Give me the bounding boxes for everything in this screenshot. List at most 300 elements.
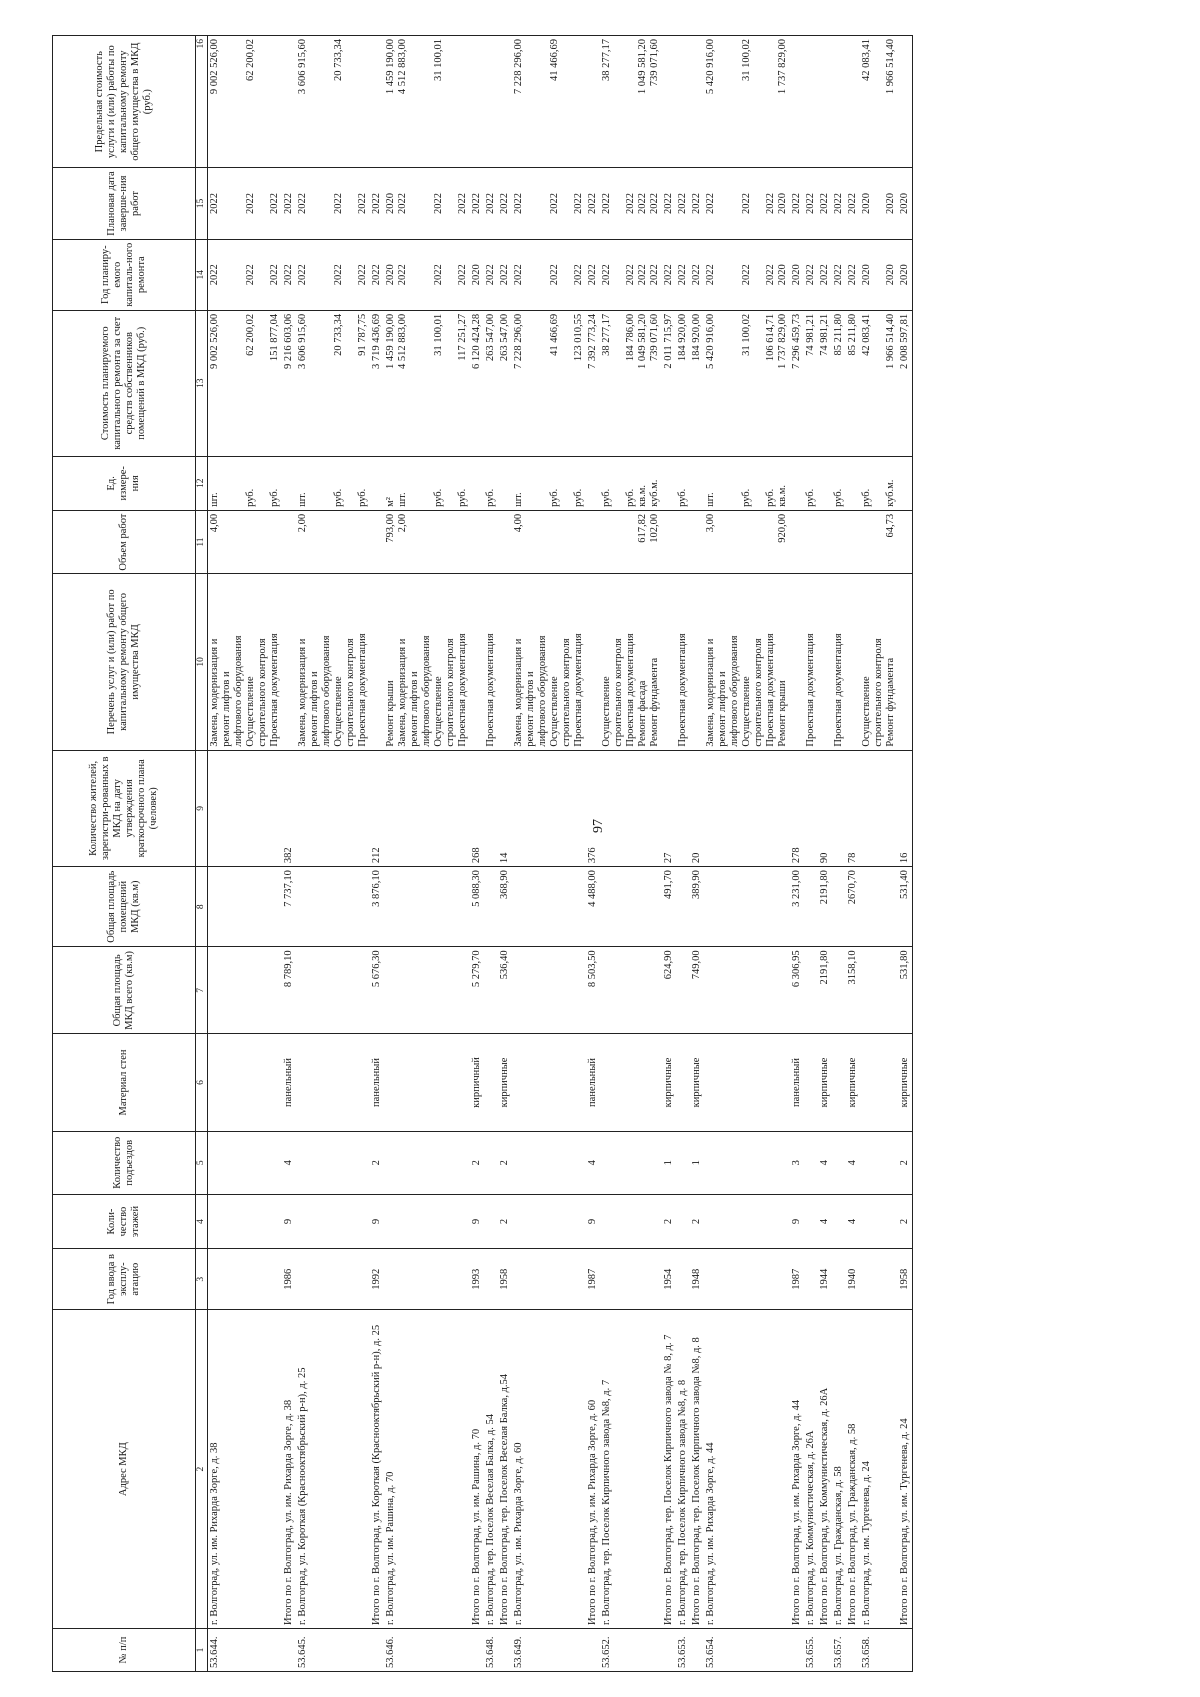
cell-col-4: 9 <box>790 1194 804 1248</box>
cell-col-8: 531,40 <box>898 867 913 947</box>
cell-col-10 <box>790 574 804 750</box>
column-header-9: Количество жителей, зарегистри-рованных в МКД на дату утверждения краткосрочного плана (человек) <box>53 750 196 866</box>
cell-col-5 <box>484 1131 498 1194</box>
table-row-total <box>790 36 804 1672</box>
cell-col-5 <box>384 1131 470 1194</box>
cell-col-6 <box>676 1034 690 1131</box>
cell-col-3 <box>860 1249 898 1310</box>
cell-col-3: 1958 <box>498 1249 512 1310</box>
cell-col-13: 184 920,00 <box>690 310 704 456</box>
cell-col-10 <box>846 574 860 750</box>
table-row-total <box>690 36 704 1672</box>
column-header-14: Год планиру-емого капиталь-ного ремонта <box>53 239 196 310</box>
cell-col-3 <box>676 1249 690 1310</box>
cell-col-12: шт. руб. руб. <box>512 456 586 510</box>
cell-col-1: 53.655. <box>804 1629 818 1672</box>
cell-col-7: 5 279,70 <box>470 947 484 1034</box>
table-row <box>384 36 470 1672</box>
cell-col-16 <box>498 36 512 168</box>
cell-col-9 <box>512 750 586 866</box>
cell-col-14: 2022 2022 2022 <box>512 239 586 310</box>
cell-col-13: 1 459 190,00 4 512 883,00 31 100,01 117 251,27 <box>384 310 470 456</box>
cell-col-7 <box>296 947 370 1034</box>
cell-col-10 <box>370 574 384 750</box>
cell-col-3: 1992 <box>370 1249 384 1310</box>
cell-col-12 <box>818 456 832 510</box>
cell-col-10 <box>818 574 832 750</box>
column-header-5: Количество подъездов <box>53 1131 196 1194</box>
cell-col-14: 2022 <box>804 239 818 310</box>
cell-col-11 <box>790 510 804 573</box>
cell-col-3 <box>384 1249 470 1310</box>
cell-col-4 <box>600 1194 662 1248</box>
cell-col-3 <box>296 1249 370 1310</box>
cell-col-14: 2022 2022 2022 <box>208 239 283 310</box>
cell-col-12: руб. <box>484 456 498 510</box>
column-header-15: Плановая дата заверше-ния работ <box>53 168 196 239</box>
cell-col-10 <box>898 574 913 750</box>
table-row-total <box>586 36 600 1672</box>
cell-col-8: 2191,80 <box>818 867 832 947</box>
cell-col-10 <box>690 574 704 750</box>
cell-col-15: 2022 <box>818 168 832 239</box>
cell-col-14: 2020 <box>790 239 804 310</box>
cell-col-7 <box>804 947 818 1034</box>
column-number-7: 7 <box>196 947 208 1034</box>
cell-col-1: 53.654. <box>704 1629 790 1672</box>
cell-col-8 <box>860 867 898 947</box>
cell-col-1: 53.658. <box>860 1629 898 1672</box>
cell-col-8: 3 876,10 <box>370 867 384 947</box>
cell-col-2: Итого по г. Волгоград, тер. Поселок Кирпичного завода № 8, д. 7 <box>662 1310 676 1629</box>
cell-col-3: 1940 <box>846 1249 860 1310</box>
cell-col-7 <box>704 947 790 1034</box>
cell-col-5: 4 <box>846 1131 860 1194</box>
cell-col-6 <box>384 1034 470 1131</box>
cell-col-13: 42 083,41 1 966 514,40 <box>860 310 898 456</box>
cell-col-15: 2022 2022 2022 <box>208 168 283 239</box>
cell-col-16 <box>370 36 384 168</box>
cell-col-1 <box>898 1629 913 1672</box>
cell-col-13: 74 981,21 <box>818 310 832 456</box>
cell-col-6 <box>512 1034 586 1131</box>
cell-col-13: 7 392 773,24 <box>586 310 600 456</box>
cell-col-1: 53.652. <box>600 1629 662 1672</box>
cell-col-12 <box>470 456 484 510</box>
cell-col-3: 1987 <box>586 1249 600 1310</box>
cell-col-6: кирпичные <box>662 1034 676 1131</box>
cell-col-1: 53.653. <box>676 1629 690 1672</box>
cell-col-12 <box>662 456 676 510</box>
table-row <box>296 36 370 1672</box>
cell-col-15: 2022 <box>804 168 818 239</box>
cell-col-2: Итого по г. Волгоград, ул. Коммунистическая, д. 26А <box>818 1310 832 1629</box>
cell-col-14: 2022 2022 2022 2022 <box>600 239 662 310</box>
cell-col-7 <box>860 947 898 1034</box>
cell-col-15: 2022 2022 2022 <box>512 168 586 239</box>
cell-col-16: 9 002 526,00 62 200,02 <box>208 36 283 168</box>
cell-col-11 <box>370 510 384 573</box>
cell-col-15: 2022 2022 2022 <box>296 168 370 239</box>
cell-col-12: руб. <box>832 456 846 510</box>
cell-col-2: г. Волгоград, тер. Поселок Веселая Балка, д. 54 <box>484 1310 498 1629</box>
table-row-total <box>282 36 296 1672</box>
column-number-8: 8 <box>196 867 208 947</box>
cell-col-8 <box>832 867 846 947</box>
cell-col-2: г. Волгоград, ул. им. Рихарда Зорге, д. 38 <box>208 1310 283 1629</box>
column-header-6: Материал стен <box>53 1034 196 1131</box>
cell-col-7 <box>676 947 690 1034</box>
column-number-3: 3 <box>196 1249 208 1310</box>
cell-col-1: 53.657. <box>832 1629 846 1672</box>
cell-col-14: 2022 2022 2022 2020 <box>704 239 790 310</box>
cell-col-4 <box>384 1194 470 1248</box>
cell-col-10: Проектная документация <box>832 574 846 750</box>
cell-col-13: 85 211,80 <box>832 310 846 456</box>
cell-col-8 <box>384 867 470 947</box>
cell-col-10: Проектная документация <box>804 574 818 750</box>
table-row <box>804 36 818 1672</box>
cell-col-12: руб. <box>804 456 818 510</box>
cell-col-2: г. Волгоград, тер. Поселок Кирпичного завода №8, д. 7 <box>600 1310 662 1629</box>
cell-col-2: г. Волгоград, ул. им. Рихарда Зорге, д. 60 <box>512 1310 586 1629</box>
column-header-12: Ед. измере-ния <box>53 456 196 510</box>
cell-col-9 <box>832 750 846 866</box>
cell-col-7 <box>384 947 470 1034</box>
cell-col-16: 38 277,17 1 049 581,20 739 071,60 <box>600 36 662 168</box>
column-header-3: Год ввода в эксплу-атацию <box>53 1249 196 1310</box>
cell-col-15: 2022 2022 2022 2022 <box>600 168 662 239</box>
cell-col-2: Итого по г. Волгоград, ул. им. Рихарда Зорге, д. 44 <box>790 1310 804 1629</box>
cell-col-12 <box>282 456 296 510</box>
cell-col-15: 2020 2020 <box>860 168 898 239</box>
cell-col-2: г. Волгоград, ул. Гражданская, д. 58 <box>832 1310 846 1629</box>
cell-col-2: г. Волгоград, ул. Коммунистическая, д. 26А <box>804 1310 818 1629</box>
cell-col-5 <box>512 1131 586 1194</box>
cell-col-3 <box>804 1249 818 1310</box>
cell-col-4 <box>704 1194 790 1248</box>
cell-col-14: 2022 2022 2022 <box>296 239 370 310</box>
cell-col-10: Осуществление строительного контроля Проектная документация Ремонт фасада Ремонт фундамента <box>600 574 662 750</box>
cell-col-13: 7 228 296,00 41 466,69 123 010,55 <box>512 310 586 456</box>
cell-col-6 <box>296 1034 370 1131</box>
cell-col-5: 2 <box>498 1131 512 1194</box>
cell-col-9 <box>384 750 470 866</box>
cell-col-5: 2 <box>370 1131 384 1194</box>
cell-col-3: 1948 <box>690 1249 704 1310</box>
cell-col-3 <box>208 1249 283 1310</box>
cell-col-15: 2022 <box>586 168 600 239</box>
cell-col-13: 7 296 459,73 <box>790 310 804 456</box>
table-row-total <box>498 36 512 1672</box>
cell-col-8 <box>676 867 690 947</box>
cell-col-3: 1958 <box>898 1249 913 1310</box>
cell-col-4: 9 <box>470 1194 484 1248</box>
cell-col-7: 5 676,30 <box>370 947 384 1034</box>
table-row-total <box>818 36 832 1672</box>
cell-col-1 <box>282 1629 296 1672</box>
cell-col-15: 2022 2022 2022 2020 <box>704 168 790 239</box>
cell-col-10 <box>498 574 512 750</box>
cell-col-14: 2020 2022 2022 2022 <box>384 239 470 310</box>
cell-col-13: 184 920,00 <box>676 310 690 456</box>
column-header-4: Коли-чество этажей <box>53 1194 196 1248</box>
cell-col-9: 376 <box>586 750 600 866</box>
cell-col-9: 14 <box>498 750 512 866</box>
cell-col-15: 2020 <box>898 168 913 239</box>
column-number-6: 6 <box>196 1034 208 1131</box>
column-number-10: 10 <box>196 574 208 750</box>
cell-col-1 <box>846 1629 860 1672</box>
cell-col-12: шт. руб. руб. кв.м. <box>704 456 790 510</box>
cell-col-10: Замена, модернизация и ремонт лифтов и лифтового оборудования Осуществление строительного контроля Проектная документация <box>296 574 370 750</box>
cell-col-15: 2022 <box>498 168 512 239</box>
cell-col-16: 3 606 915,60 20 733,34 <box>296 36 370 168</box>
cell-col-5 <box>860 1131 898 1194</box>
cell-col-14: 2022 <box>846 239 860 310</box>
cell-col-3: 1993 <box>470 1249 484 1310</box>
cell-col-2: Итого по г. Волгоград, ул. Гражданская, д. 58 <box>846 1310 860 1629</box>
column-header-13: Стоимость планируемого капитального ремонта за счет средств собственников помещений в МКД (руб.) <box>53 310 196 456</box>
cell-col-16 <box>804 36 818 168</box>
cell-col-3 <box>704 1249 790 1310</box>
cell-col-8 <box>208 867 283 947</box>
cell-col-16 <box>484 36 498 168</box>
table-row <box>208 36 283 1672</box>
cell-col-11 <box>846 510 860 573</box>
cell-col-2: Итого по г. Волгоград, ул. им. Рихарда Зорге, д. 38 <box>282 1310 296 1629</box>
cell-col-7: 3158,10 <box>846 947 860 1034</box>
cell-col-11 <box>282 510 296 573</box>
cell-col-7 <box>484 947 498 1034</box>
cell-col-8 <box>512 867 586 947</box>
cell-col-4: 2 <box>690 1194 704 1248</box>
column-header-7: Общая площадь МКД всего (кв.м) <box>53 947 196 1034</box>
cell-col-2: г. Волгоград, ул. им. Рашина, д. 70 <box>384 1310 470 1629</box>
cell-col-16 <box>676 36 690 168</box>
cell-col-11 <box>818 510 832 573</box>
cell-col-3: 1986 <box>282 1249 296 1310</box>
cell-col-11 <box>690 510 704 573</box>
table-body <box>208 36 913 1672</box>
cell-col-6: кирпичные <box>898 1034 913 1131</box>
cell-col-2: Итого по г. Волгоград, ул. Короткая (Краснооктябрьский р-н), д. 25 <box>370 1310 384 1629</box>
cell-col-10: Осуществление строительного контроля Ремонт фундамента <box>860 574 898 750</box>
cell-col-8: 5 088,30 <box>470 867 484 947</box>
column-number-13: 13 <box>196 310 208 456</box>
cell-col-3 <box>600 1249 662 1310</box>
cell-col-10 <box>662 574 676 750</box>
cell-col-7 <box>208 947 283 1034</box>
cell-col-11 <box>484 510 498 573</box>
cell-col-13: 74 981,21 <box>804 310 818 456</box>
cell-col-16 <box>470 36 484 168</box>
cell-col-15: 2022 <box>690 168 704 239</box>
cell-col-1 <box>790 1629 804 1672</box>
cell-col-16 <box>898 36 913 168</box>
cell-col-3 <box>832 1249 846 1310</box>
cell-col-14: 2022 <box>282 239 296 310</box>
cell-col-6: кирпичные <box>690 1034 704 1131</box>
cell-col-4 <box>832 1194 846 1248</box>
cell-col-6 <box>484 1034 498 1131</box>
cell-col-1 <box>470 1629 484 1672</box>
cell-col-12: руб. куб.м. <box>860 456 898 510</box>
cell-col-16: 5 420 916,00 31 100,02 1 737 829,00 <box>704 36 790 168</box>
cell-col-10: Замена, модернизация и ремонт лифтов и лифтового оборудования Осуществление строительного контроля Проектная документация <box>512 574 586 750</box>
cell-col-16 <box>818 36 832 168</box>
cell-col-5 <box>676 1131 690 1194</box>
cell-col-11 <box>676 510 690 573</box>
cell-col-16 <box>662 36 676 168</box>
cell-col-11: 64,73 <box>860 510 898 573</box>
cell-col-5: 4 <box>586 1131 600 1194</box>
cell-col-11: 793,00 2,00 <box>384 510 470 573</box>
cell-col-8: 4 488,00 <box>586 867 600 947</box>
table-row-total <box>370 36 384 1672</box>
cell-col-8: 2670,70 <box>846 867 860 947</box>
column-number-4: 4 <box>196 1194 208 1248</box>
cell-col-14: 2022 <box>586 239 600 310</box>
cell-col-14: 2022 <box>818 239 832 310</box>
cell-col-14: 2022 <box>676 239 690 310</box>
cell-col-7: 2191,80 <box>818 947 832 1034</box>
table-row <box>512 36 586 1672</box>
cell-col-10: Замена, модернизация и ремонт лифтов и лифтового оборудования Осуществление строительного контроля Проектная документация <box>208 574 283 750</box>
cell-col-6: кирпичный <box>470 1034 484 1131</box>
cell-col-10 <box>282 574 296 750</box>
cell-col-5 <box>832 1131 846 1194</box>
cell-col-5: 3 <box>790 1131 804 1194</box>
cell-col-10: Проектная документация <box>676 574 690 750</box>
cell-col-2: Итого по г. Волгоград, тер. Поселок Кирпичного завода №8, д. 8 <box>690 1310 704 1629</box>
cell-col-4: 9 <box>370 1194 384 1248</box>
cell-col-3: 1987 <box>790 1249 804 1310</box>
cell-col-5: 2 <box>898 1131 913 1194</box>
cell-col-12 <box>898 456 913 510</box>
cell-col-1 <box>818 1629 832 1672</box>
cell-col-7: 8 503,50 <box>586 947 600 1034</box>
cell-col-1: 53.646. <box>384 1629 470 1672</box>
cell-col-11 <box>470 510 484 573</box>
cell-col-2: г. Волгоград, ул. им. Тургенева, д. 24 <box>860 1310 898 1629</box>
cell-col-5: 1 <box>690 1131 704 1194</box>
cell-col-13: 9 216 603,06 <box>282 310 296 456</box>
cell-col-4: 9 <box>282 1194 296 1248</box>
cell-col-2: Итого по г. Волгоград, ул. им. Рихарда Зорге, д. 60 <box>586 1310 600 1629</box>
cell-col-8: 368,90 <box>498 867 512 947</box>
cell-col-16 <box>690 36 704 168</box>
cell-col-1 <box>662 1629 676 1672</box>
cell-col-12 <box>586 456 600 510</box>
cell-col-1 <box>498 1629 512 1672</box>
cell-col-1: 53.648. <box>484 1629 498 1672</box>
cell-col-4: 2 <box>662 1194 676 1248</box>
cell-col-8 <box>484 867 498 947</box>
cell-col-4: 9 <box>586 1194 600 1248</box>
cell-col-14: 2022 <box>370 239 384 310</box>
cell-col-9 <box>600 750 662 866</box>
cell-col-7 <box>600 947 662 1034</box>
cell-col-6: панельный <box>586 1034 600 1131</box>
cell-col-10: Замена, модернизация и ремонт лифтов и лифтового оборудования Осуществление строительного контроля Проектная документация Ремонт крыши <box>704 574 790 750</box>
cell-col-2: Итого по г. Волгоград, тер. Поселок Веселая Балка, д.54 <box>498 1310 512 1629</box>
cell-col-7 <box>512 947 586 1034</box>
cell-col-12 <box>690 456 704 510</box>
cell-col-15: 2022 <box>470 168 484 239</box>
cell-col-5: 2 <box>470 1131 484 1194</box>
cell-col-16 <box>282 36 296 168</box>
cell-col-2: Итого по г. Волгоград, ул. им. Рашина, д. 70 <box>470 1310 484 1629</box>
cell-col-8 <box>296 867 370 947</box>
cell-col-15: 2022 <box>832 168 846 239</box>
cell-col-5 <box>704 1131 790 1194</box>
cell-col-13: 2 011 715,97 <box>662 310 676 456</box>
cell-col-11: 4,00 <box>208 510 283 573</box>
cell-col-8: 3 231,00 <box>790 867 804 947</box>
cell-col-6: кирпичные <box>846 1034 860 1131</box>
column-header-11: Объем работ <box>53 510 196 573</box>
cell-col-4: 2 <box>498 1194 512 1248</box>
cell-col-6 <box>208 1034 283 1131</box>
cell-col-9: 90 <box>818 750 832 866</box>
cell-col-9 <box>704 750 790 866</box>
cell-col-13: 3 719 436,69 <box>370 310 384 456</box>
cell-col-15: 2022 <box>662 168 676 239</box>
cell-col-14: 2022 <box>484 239 498 310</box>
cell-col-7: 531,80 <box>898 947 913 1034</box>
column-number-row <box>196 36 208 1672</box>
cell-col-14: 2022 <box>832 239 846 310</box>
cell-col-4: 4 <box>846 1194 860 1248</box>
cell-col-8 <box>804 867 818 947</box>
cell-col-6 <box>600 1034 662 1131</box>
cell-col-16: 1 459 190,00 4 512 883,00 31 100,01 <box>384 36 470 168</box>
cell-col-9: 278 <box>790 750 804 866</box>
page-number: 97 <box>591 819 606 833</box>
cell-col-9: 382 <box>282 750 296 866</box>
cell-col-13: 85 211,80 <box>846 310 860 456</box>
cell-col-2: г. Волгоград, тер. Поселок Кирпичного завода №8, д. 8 <box>676 1310 690 1629</box>
cell-col-5: 4 <box>282 1131 296 1194</box>
cell-col-11: 4,00 <box>512 510 586 573</box>
cell-col-1: 53.645. <box>296 1629 370 1672</box>
cell-col-5: 1 <box>662 1131 676 1194</box>
cell-col-6 <box>704 1034 790 1131</box>
cell-col-10: Ремонт крыши Замена, модернизация и ремонт лифтов и лифтового оборудования Осуществление строительного контроля Проектная документация <box>384 574 470 750</box>
cell-col-10: Проектная документация <box>484 574 498 750</box>
cell-col-9: 212 <box>370 750 384 866</box>
cell-col-14: 2022 <box>498 239 512 310</box>
column-number-9: 9 <box>196 750 208 866</box>
cell-col-4 <box>296 1194 370 1248</box>
cell-col-2: г. Волгоград, ул. им. Рихарда Зорге, д. 44 <box>704 1310 790 1629</box>
cell-col-16: 42 083,41 1 966 514,40 <box>860 36 898 168</box>
cell-col-7: 8 789,10 <box>282 947 296 1034</box>
cell-col-5: 4 <box>818 1131 832 1194</box>
cell-col-11 <box>804 510 818 573</box>
cell-col-11 <box>498 510 512 573</box>
column-number-1: 1 <box>196 1629 208 1672</box>
cell-col-14: 2020 <box>898 239 913 310</box>
cell-col-2: г. Волгоград, ул. Короткая (Краснооктябрьский р-н), д. 25 <box>296 1310 370 1629</box>
cell-col-16 <box>586 36 600 168</box>
cell-col-4 <box>484 1194 498 1248</box>
cell-col-13: 263 547,00 <box>498 310 512 456</box>
cell-col-11 <box>662 510 676 573</box>
cell-col-5 <box>296 1131 370 1194</box>
cell-col-6: панельный <box>790 1034 804 1131</box>
